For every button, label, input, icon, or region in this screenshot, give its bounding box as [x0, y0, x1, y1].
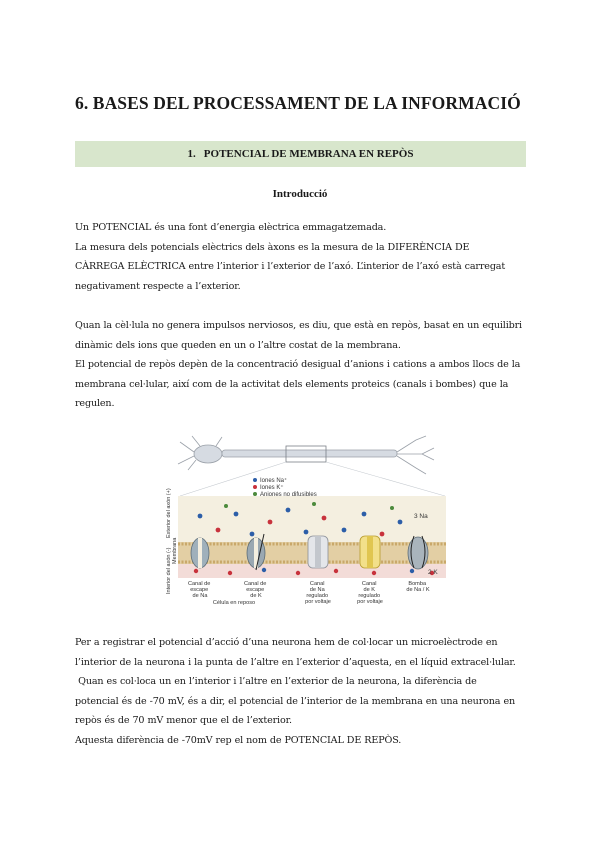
paragraph-2	[75, 316, 535, 414]
membrane-diagram	[160, 434, 450, 614]
neuron-sketch	[178, 436, 434, 474]
paragraph-line: dinàmic dels ions que queden en un o l’altre costat de la membrana.	[75, 339, 401, 351]
paragraph-line: La mesura dels potencials elèctrics dels àxons es la mesura de la DIFERÈNCIA DE	[75, 241, 470, 253]
label-exterior: Exterior del axón (+)	[166, 488, 172, 538]
paragraph-line: membrana cel·lular, així com de la activitat dels elements proteics (canals i bombes) que la	[75, 378, 509, 390]
paragraph-line: El potencial de repòs depèn de la concentració desigual d’anions i cations a ambos llocs de la	[75, 359, 521, 371]
subheading: Introducció	[272, 188, 328, 200]
paragraph-1	[75, 218, 535, 296]
k-voltage-channel	[360, 536, 380, 568]
caption-k-leak: Canal de escape de K	[244, 581, 267, 599]
membrane-figure	[160, 434, 450, 614]
figure-legend	[253, 477, 317, 498]
paragraph-line: regulen.	[75, 398, 115, 410]
paragraph-line: Aquesta diferència de -70mV rep el nom de POTENCIAL DE REPÒS.	[75, 734, 402, 746]
paragraph-line: Quan es col·loca un en l’interior i l’altre en l’exterior de la neurona, la diferència de	[75, 676, 477, 688]
section-title: POTENCIAL DE MEMBRANA EN REPÒS	[203, 148, 414, 160]
pump-top-label: 3 Na	[414, 513, 428, 520]
paragraph-line: l’interior de la neurona i la punta de l’altre en l’exterior d’aquesta, en el líquid extracel·lular.	[75, 656, 516, 668]
page-title: 6. BASES DEL PROCESSAMENT DE LA INFORMACIÓ	[75, 93, 521, 113]
label-interior: Interior del axón (-)	[166, 547, 172, 594]
legend-k: Iones K⁺	[260, 485, 284, 491]
paragraph-line: Quan la cèl·lula no genera impulsos nerviosos, es diu, que està en repòs, basat en un equilibri	[75, 320, 522, 331]
caption-na-voltage: Canal de Na regulado por voltaje	[305, 581, 331, 605]
figure-caption: Célula en reposo	[212, 600, 256, 606]
paragraph-line: potencial és de -70 mV, és a dir, el potencial de l’interior de la membrana en una neurona en	[75, 695, 516, 707]
paragraph-3	[75, 633, 535, 751]
caption-pump: Bomba de Na / K	[406, 581, 430, 593]
zoom-lines	[180, 462, 445, 496]
section-number: 1.	[187, 148, 196, 160]
paragraph-line: Un POTENCIAL és una font d’energia elèctrica emmagatzemada.	[75, 222, 387, 233]
paragraph-line: CÀRREGA ELÈCTRICA entre l’interior i l’exterior de l’axó. L’interior de l’axó està carregat	[75, 261, 506, 273]
na-leak-channel	[191, 538, 209, 568]
na-voltage-channel	[308, 536, 328, 568]
caption-k-voltage: Canal de K regulado por voltaje	[357, 581, 383, 605]
label-membrane: Membrana	[172, 537, 178, 564]
pump-bottom-label: 2 K	[428, 569, 438, 576]
paragraph-line: repòs és de 70 mV menor que el de l’exterior.	[75, 715, 292, 727]
legend-na: Iones Na⁺	[260, 478, 288, 484]
paragraph-line: Per a registrar el potencial d’acció d’una neurona hem de col·locar un microelèctrode en	[75, 637, 498, 648]
legend-anions: Aniones no difusibles	[260, 492, 317, 498]
na-k-pump	[408, 536, 428, 569]
paragraph-line: negativament respecte a l’exterior.	[75, 280, 241, 292]
caption-na-leak: Canal de escape de Na	[188, 581, 211, 599]
section-heading	[75, 141, 526, 167]
